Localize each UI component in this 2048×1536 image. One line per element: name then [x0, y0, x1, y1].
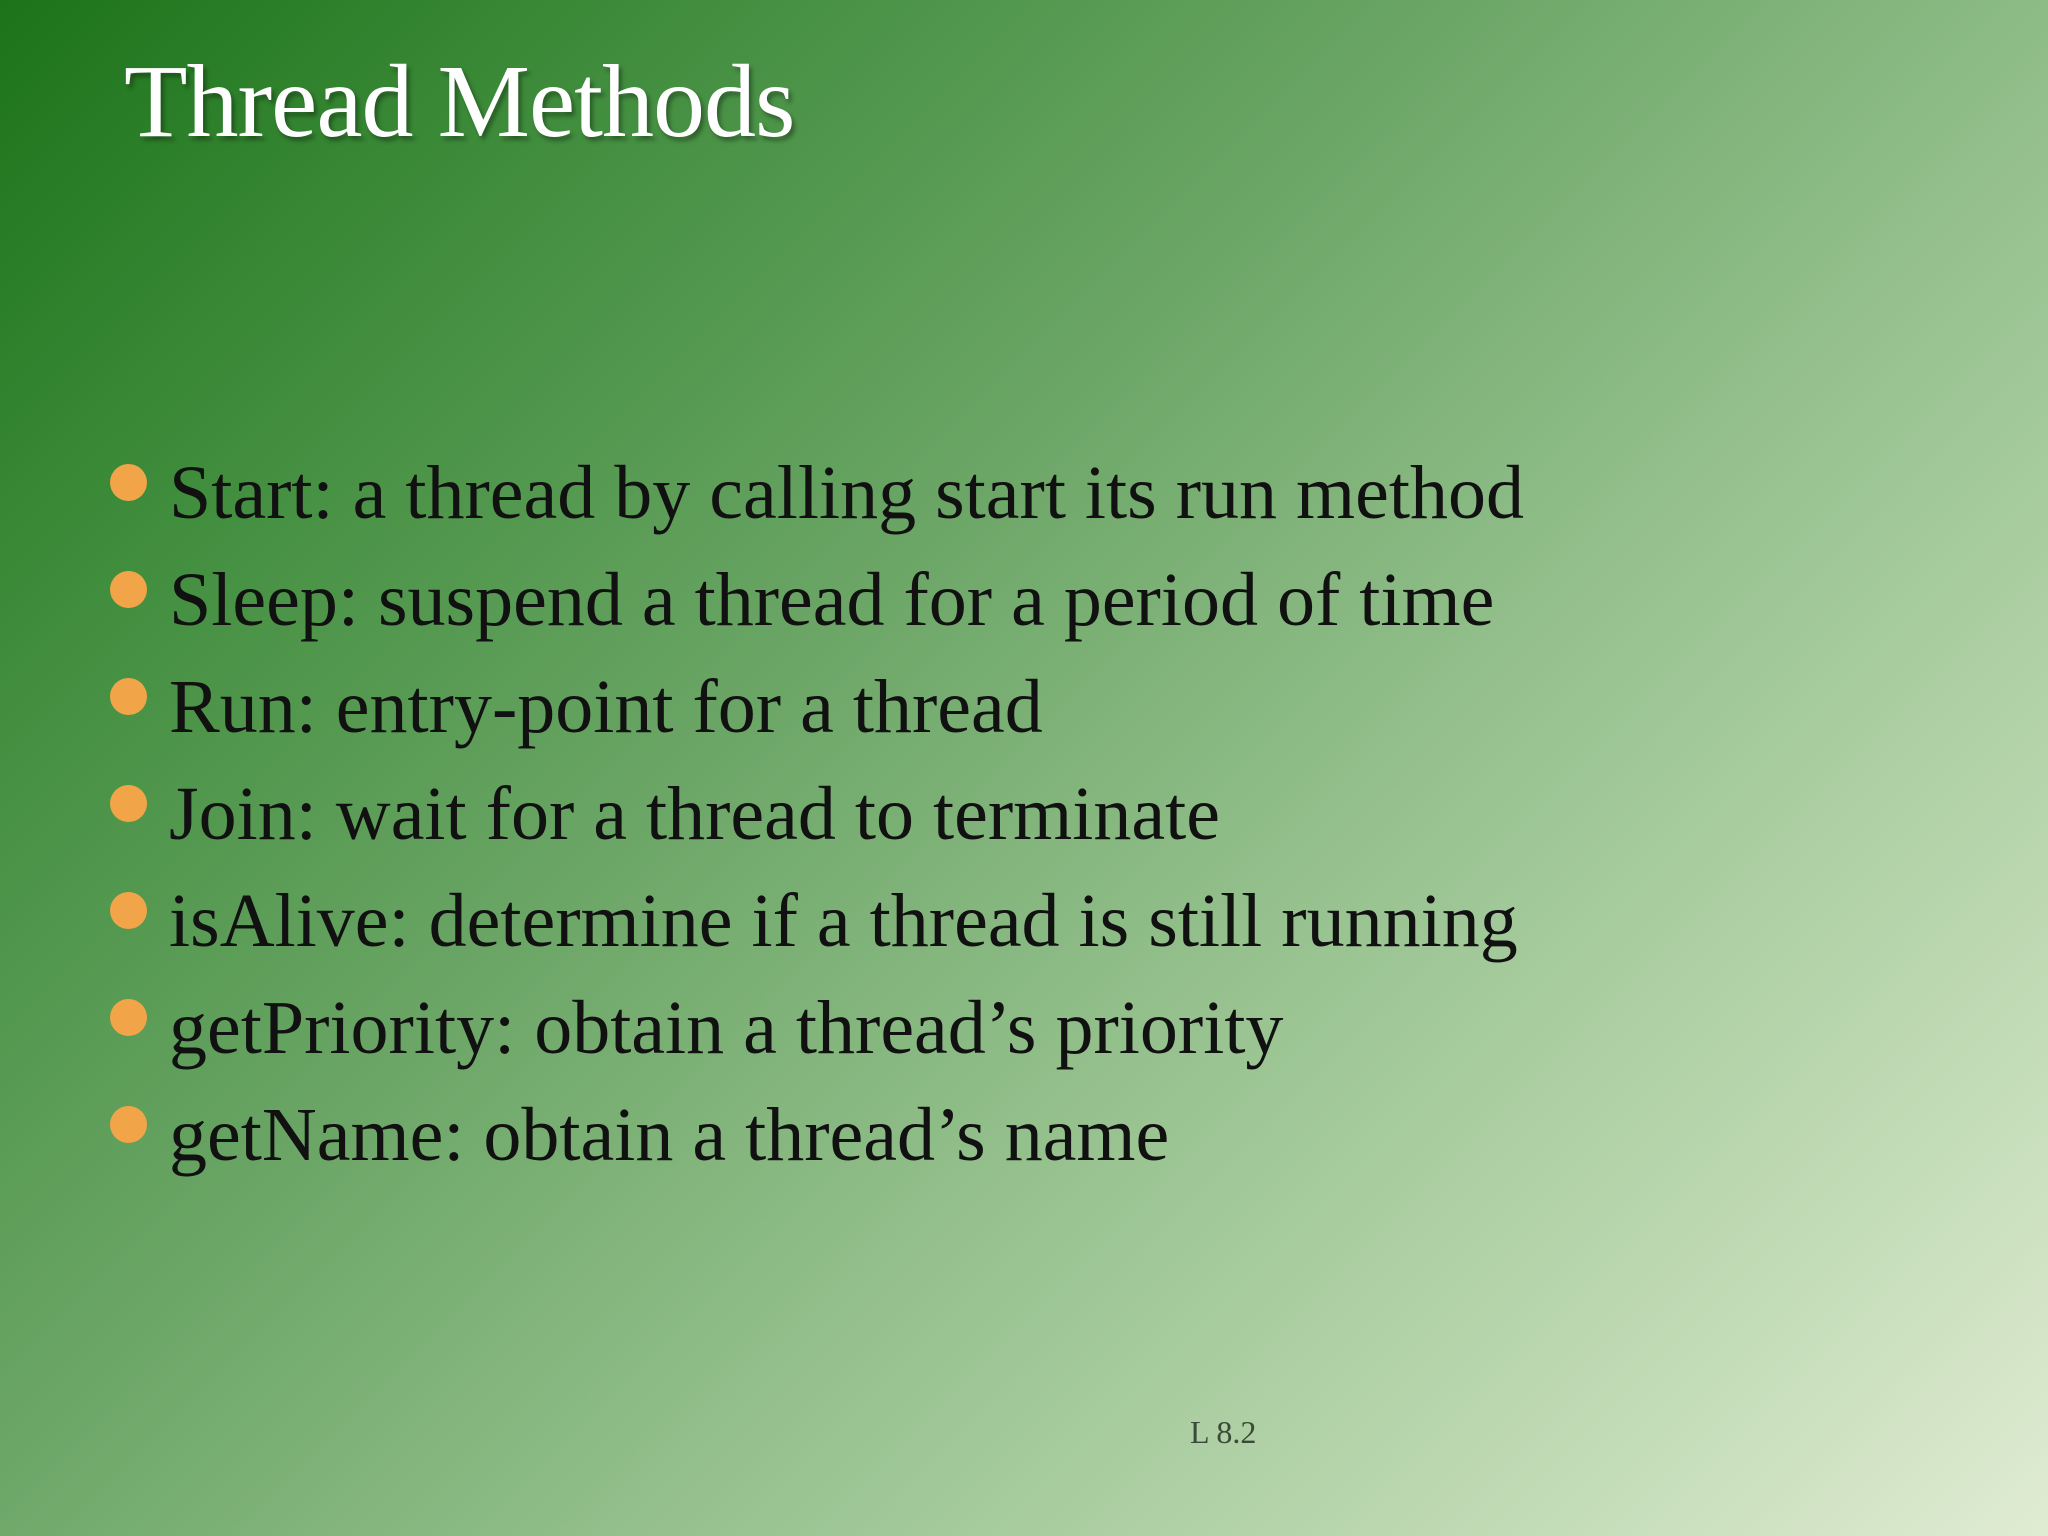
bullet-item-join — [110, 761, 1524, 868]
bullet-text: Start: a thread by calling start its run method — [169, 451, 1525, 535]
bullet-dot-icon — [110, 892, 147, 929]
bullet-text: getName: obtain a thread’s name — [169, 1093, 1170, 1177]
bullet-list — [110, 440, 1524, 1189]
bullet-text: Sleep: suspend a thread for a period of time — [169, 558, 1495, 642]
bullet-text: Run: entry-point for a thread — [169, 665, 1043, 749]
bullet-dot-icon — [110, 571, 147, 608]
bullet-item-sleep — [110, 547, 1524, 654]
bullet-dot-icon — [110, 678, 147, 715]
bullet-dot-icon — [110, 1106, 147, 1143]
bullet-dot-icon — [110, 999, 147, 1036]
bullet-text: Join: wait for a thread to terminate — [169, 772, 1220, 856]
bullet-dot-icon — [110, 464, 147, 501]
bullet-item-start — [110, 440, 1524, 547]
bullet-item-getname — [110, 1082, 1524, 1189]
bullet-item-getpriority — [110, 975, 1524, 1082]
bullet-item-run — [110, 654, 1524, 761]
bullet-item-isalive — [110, 868, 1524, 975]
slide-footer-label: L 8.2 — [1190, 1414, 1257, 1450]
bullet-text: isAlive: determine if a thread is still running — [169, 879, 1518, 963]
bullet-text: getPriority: obtain a thread’s priority — [169, 986, 1284, 1070]
slide-title: Thread Methods — [124, 44, 795, 159]
bullet-dot-icon — [110, 785, 147, 822]
